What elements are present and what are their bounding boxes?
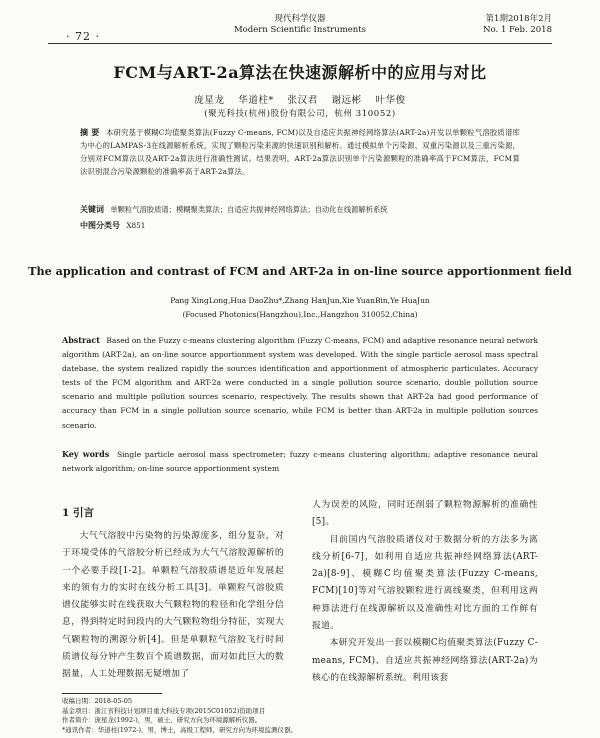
keywords-en	[62, 447, 538, 476]
abstract-zh-text: 本研究基于模糊C均值聚类算法(Fuzzy C-means, FCM)以及自适应共振神经网络算法(ART-2a)开发以单颗粒气溶胶质谱库为中心的LAMPAS-3在线源解析系统，实现了颗粒污染来源的快速识别和解析。通过模拟单个污染源、双重污染源以及三重污染源，分别对FCM算法以及ART-2a算法进行准确性测试。结果表明，ART-2a算法识别单个污染源颗粒的准确率高于FCM算法，FCM算法识别混合污染源颗粒的准确率高于ART-2a算法。	[80, 128, 520, 176]
affiliation-zh: (聚光科技(杭州)股份有限公司，杭州 310052)	[204, 109, 396, 119]
intro-paragraph-2: 目前国内气溶胶质谱仪对于数据分析的方法多为离线分析[6-7]，如利用自适应共振神经网络算法(ART-2a)[8-9]、模糊C均值聚类算法(Fuzzy C-means, FCM)[10]等对气溶胶颗粒进行离线聚类，但利用这两种算法进行在线源解析以及准确性对比方面的工作鲜有报道。	[312, 534, 538, 632]
issue-zh: 第1期2018年2月	[485, 14, 552, 24]
page-number: · 72 ·	[66, 30, 100, 43]
authors-en: Pang XingLong,Hua DaoZhu*,Zhang HanJun,Xie YuanBin,Ye HuaJun	[170, 296, 430, 305]
authors-zh: 庞星龙 华道柱* 张汉君 谢远彬 叶华俊	[194, 95, 406, 106]
keywords-en-text: Single particle aerosol mass spectrometer; fuzzy c-means clustering algorithm; adaptive resonance neural network algorithm; on-line source apportionment system	[62, 450, 538, 474]
section-heading-introduction: 1 引言	[62, 507, 94, 519]
journal-title-zh: 现代科学仪器	[274, 14, 326, 24]
affiliation-en: (Focused Photonics(Hangzhou),Inc.,Hangzhou 310052,China)	[182, 310, 418, 319]
body-column-left	[62, 528, 284, 684]
abstract-zh-label: 摘 要	[80, 127, 100, 137]
paper-title-zh: FCM与ART-2a算法在快速源解析中的应用与对比	[113, 63, 487, 82]
abstract-en-text: Based on the Fuzzy c-means clustering algorithm (Fuzzy C-means, FCM) and adaptive resonance neural network algorithm (ART-2a), an on-line source apportionment system was developed. With the single particle aerosol mass spectral datebase, the system realized rapidly the sources identification and apportionment of atmospheric particulates. Accuracy tests of the FCM algorithm and ART-2a were conducted in a single pollution source scenario, double pollution source scenario and multiple pollution sources scenario, respectively. The results shown that ART-2a had good performance of accuracy than FCM in a single pollution source scenario, while FCM is better than ART-2a in multiple pollution sources scenario.	[62, 336, 538, 430]
body-column-right	[312, 497, 538, 687]
footnote-author-info: 作者简介：庞星龙(1992-)，男，硕士，研究方向为环境源解析仪器。	[62, 716, 262, 724]
paper-title-en: The application and contrast of FCM and ART-2a in on-line source apportionment field	[28, 264, 572, 278]
footnote-rule	[62, 693, 162, 694]
issue-en: No. 1 Feb. 2018	[483, 25, 552, 35]
abstract-en-label: Abstract	[62, 335, 100, 345]
header-rule	[48, 43, 552, 44]
footnote-corresponding: *通讯作者：华道柱(1972-)，男，博士，高级工程师，研究方向为环境监测仪器。	[62, 725, 298, 734]
issue-header	[483, 14, 552, 36]
intro-paragraph-1-continued: 人为误差的风险，同时还削弱了颗粒物源解析的准确性[5]。	[312, 500, 538, 528]
keywords-zh-text: 单颗粒气溶胶质谱；模糊聚类算法；自适应共振神经网络算法；自动化在线源解析系统	[110, 205, 388, 214]
clc-value: X851	[126, 221, 146, 230]
footnote-fund: 基金项目：浙江省科技计划项目重大科技专项(2015C01052)资助项目	[62, 706, 266, 715]
footnote	[62, 697, 532, 735]
clc-number	[80, 220, 145, 231]
intro-paragraph-1: 大气气溶胶中污染物的污染源庞多，组分复杂，对于环境受体的气溶胶分析已经成为大气气溶胶源解析的一个必要手段[1-2]。单颗粒气溶胶质谱是近年发展起来的领有力的实时在线分析工具[3]。单颗粒气溶胶质谱仪能够实时在线获取大气颗粒物的粒径和化学组分信息，得到特定时间段内的大气颗粒物组分特征，实现大气颗粒物的溯源分析[4]。但是单颗粒气溶胶飞行时间质谱仪每分钟产生数百个质谱数据，面对如此巨大的数据量，人工处理数据无疑增加了	[62, 531, 284, 680]
abstract-en	[62, 333, 538, 433]
clc-label: 中图分类号	[80, 220, 120, 230]
intro-paragraph-3: 本研究开发出一套以模糊C均值聚类算法(Fuzzy C-means, FCM)、自适应共振神经网络算法(ART-2a)为核心的在线源解析系统。利用该套	[312, 638, 538, 683]
keywords-zh	[80, 204, 520, 215]
journal-title-en: Modern Scientific Instruments	[233, 25, 367, 35]
keywords-en-label: Key words	[62, 449, 110, 459]
abstract-zh	[80, 126, 520, 178]
footnote-received: 收稿日期：2018-05-05	[62, 697, 132, 705]
keywords-zh-label: 关键词	[80, 204, 104, 214]
